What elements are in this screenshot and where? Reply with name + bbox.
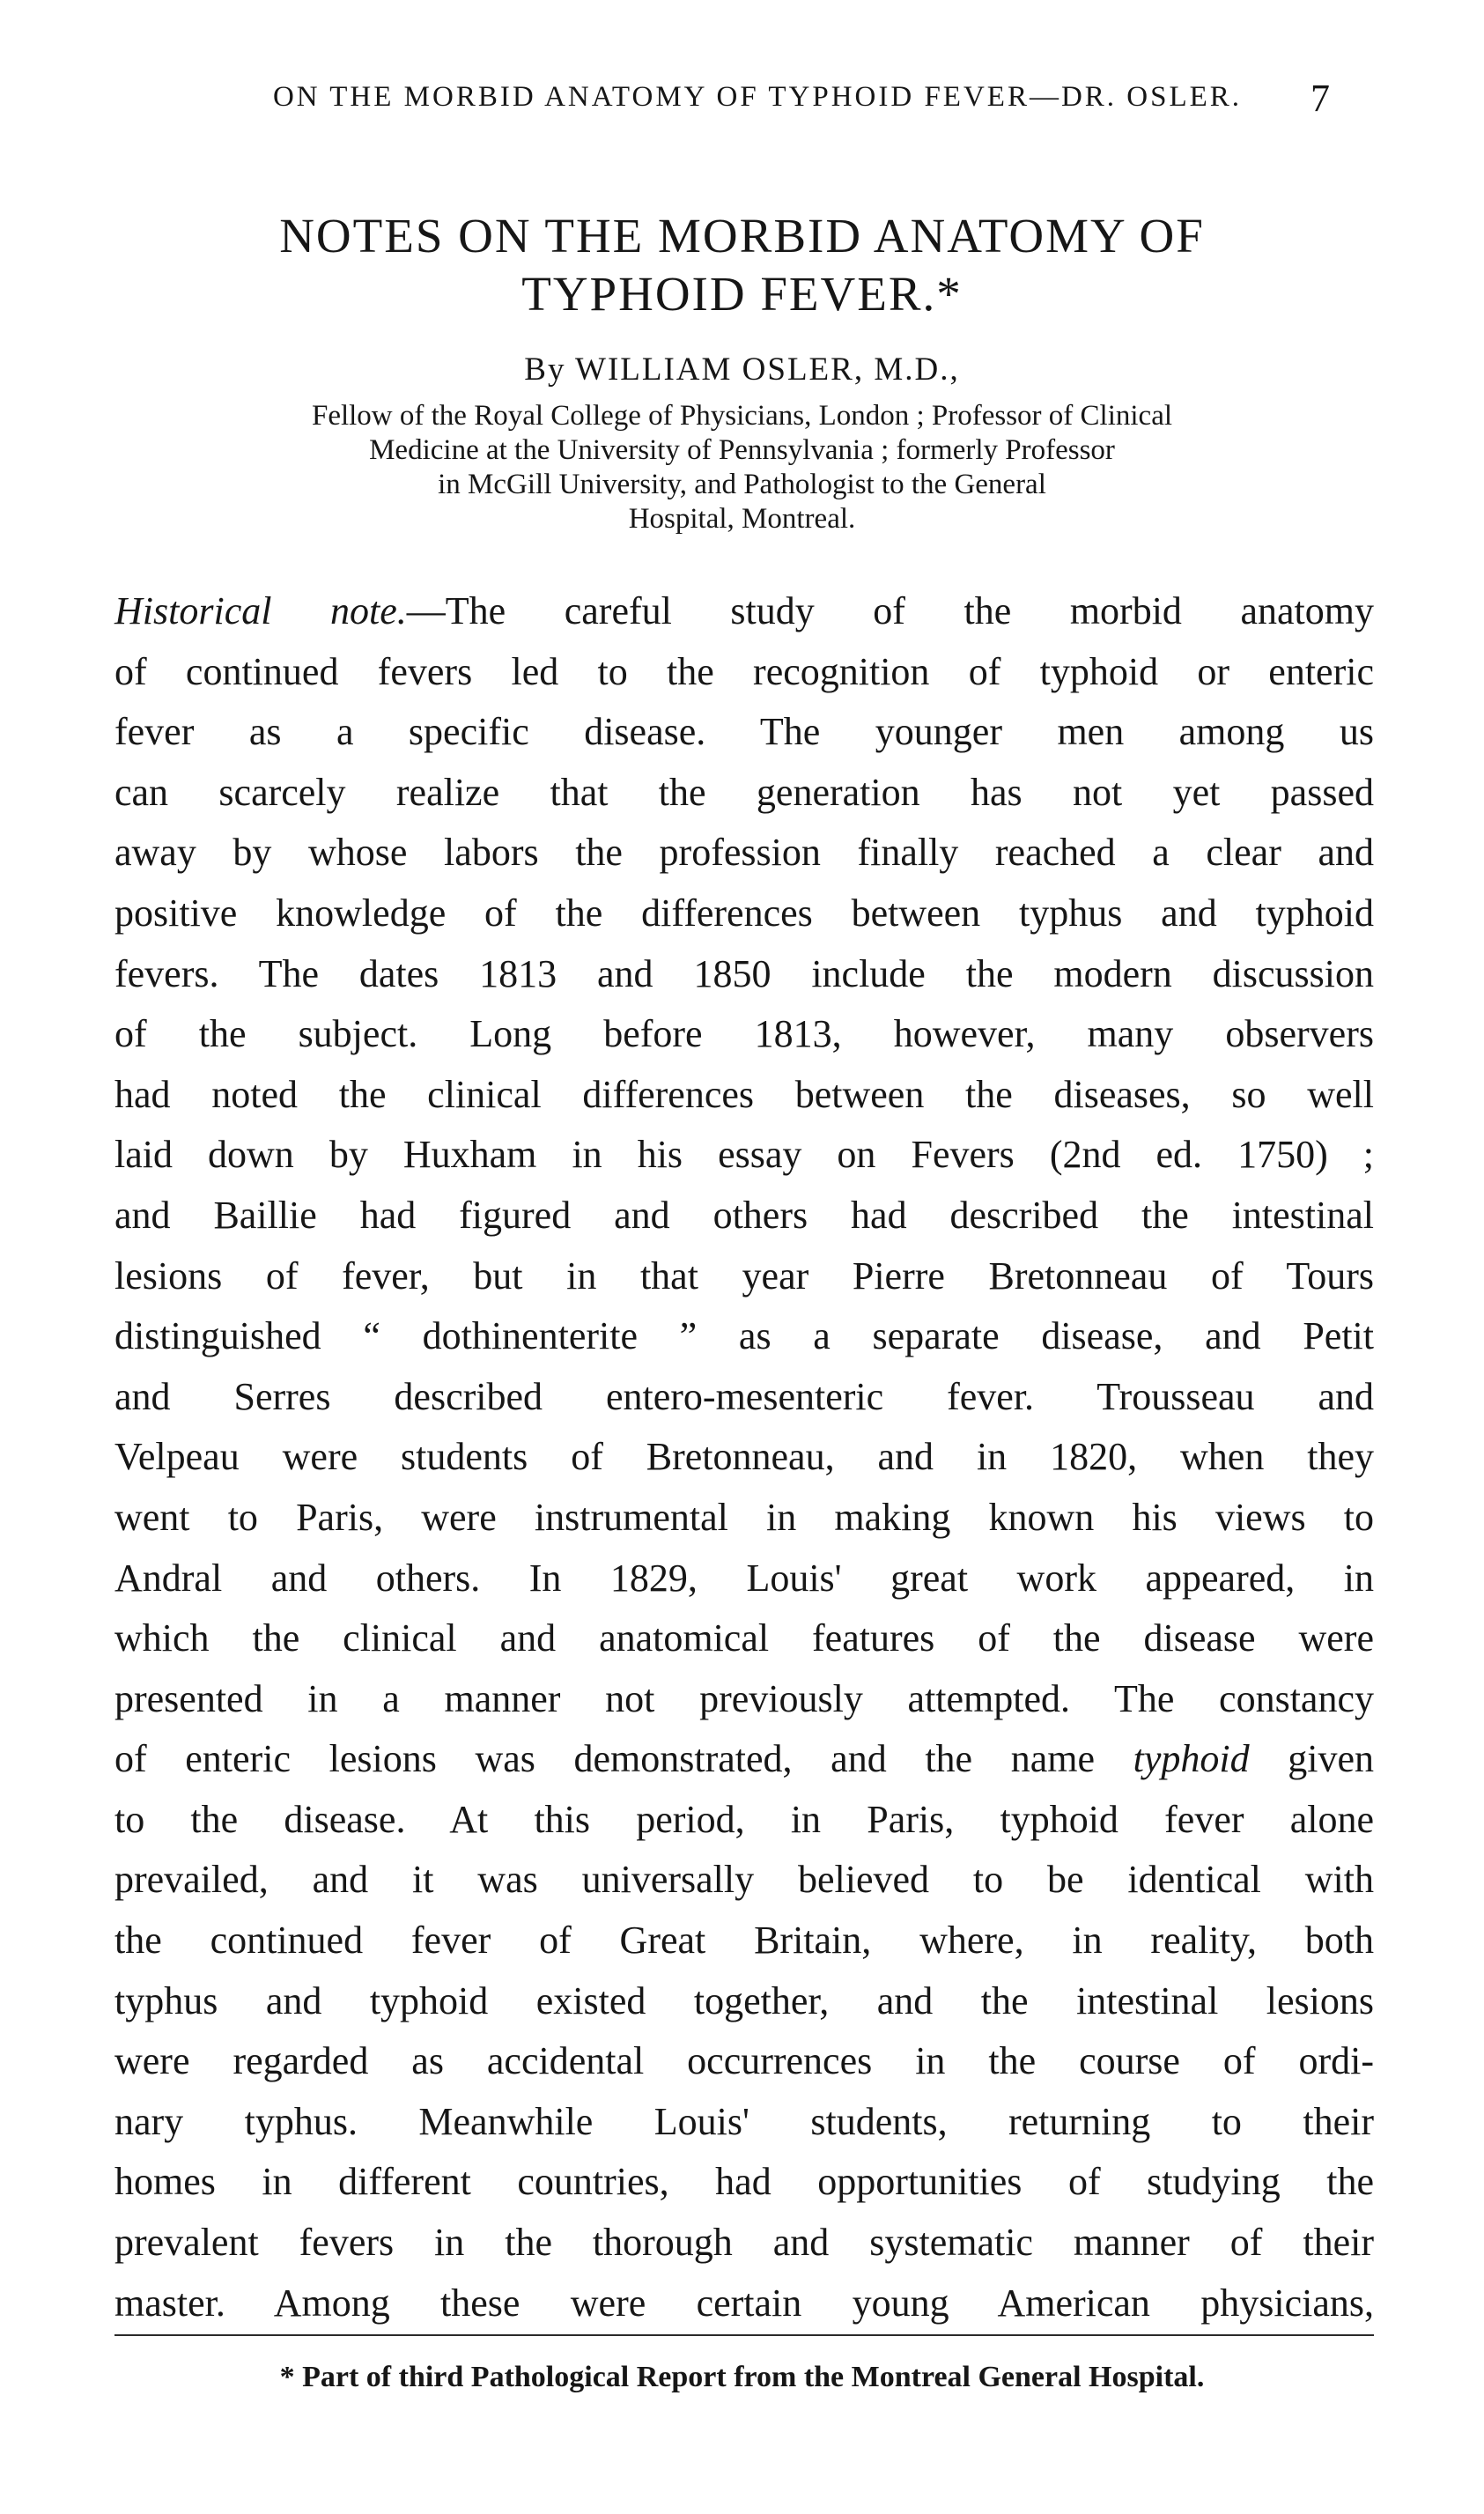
- body-line: presented in a manner not previously attempted. The constancy: [114, 1676, 1374, 1720]
- affiliation-line: Hospital, Montreal.: [628, 503, 856, 535]
- body-line: away by whose labors the profession finally reached a clear and: [114, 831, 1374, 875]
- title-line-1: NOTES ON THE MORBID ANATOMY OF: [279, 209, 1205, 262]
- body-line: went to Paris, were instrumental in making known his views to: [114, 1495, 1374, 1539]
- article-title: [88, 207, 1396, 323]
- body-line-text: given: [1249, 1737, 1374, 1781]
- typhoid-term: typhoid: [1133, 1737, 1250, 1781]
- body-line: [114, 1729, 1374, 1790]
- body-line: typhus and typhoid existed together, and the intestinal lesions: [114, 1978, 1374, 2022]
- body-line: which the clinical and anatomical features of the disease were: [114, 1616, 1374, 1660]
- body-line: prevalent fevers in the thorough and systematic manner of their: [114, 2221, 1374, 2265]
- body-line: prevailed, and it was universally believed to be identical with: [114, 1858, 1374, 1902]
- body-line: distinguished “ dothinenterite ” as a separate disease, and Petit: [114, 1314, 1374, 1358]
- body-line: positive knowledge of the differences between typhus and typhoid: [114, 891, 1374, 935]
- historical-note-heading: Historical note.: [114, 589, 407, 632]
- affiliation-line: Medicine at the University of Pennsylvania ; formerly Professor: [369, 434, 1115, 466]
- body-line: nary typhus. Meanwhile Louis' students, returning to their: [114, 2099, 1374, 2143]
- body-line: master. Among these were certain young American physicians,: [114, 2281, 1374, 2325]
- affiliation-line: Fellow of the Royal College of Physicians, London ; Professor of Clinical: [311, 400, 1173, 432]
- affiliation-line: in McGill University, and Pathologist to the General: [438, 469, 1046, 500]
- body-line: of the subject. Long before 1813, however, many observers: [114, 1012, 1374, 1056]
- body-line-text: —The careful study of the morbid anatomy: [406, 589, 1375, 632]
- body-line: and Baillie had figured and others had described the intestinal: [114, 1193, 1374, 1237]
- page-number: 7: [1310, 77, 1330, 120]
- body-line: Velpeau were students of Bretonneau, and in 1820, when they: [114, 1435, 1374, 1479]
- body-line: [114, 581, 1374, 642]
- body-line-text: of enteric lesions was demonstrated, and the name: [114, 1737, 1133, 1781]
- body-line: homes in different countries, had opportunities of studying the: [114, 2160, 1374, 2204]
- body-line: to the disease. At this period, in Paris, typhoid fever alone: [114, 1797, 1374, 1841]
- body-line: and Serres described entero-mesenteric fever. Trousseau and: [114, 1374, 1374, 1418]
- body-line: can scarcely realize that the generation has not yet passed: [114, 770, 1374, 814]
- body-line: Andral and others. In 1829, Louis' great work appeared, in: [114, 1556, 1374, 1600]
- body-line: laid down by Huxham in his essay on Fevers (2nd ed. 1750) ;: [114, 1133, 1374, 1177]
- author-byline: By WILLIAM OSLER, M.D.,: [524, 351, 960, 388]
- body-text: [114, 581, 1374, 2333]
- body-line: had noted the clinical differences between the diseases, so well: [114, 1072, 1374, 1116]
- body-line: fever as a specific disease. The younger men among us: [114, 710, 1374, 754]
- running-head: ON THE MORBID ANATOMY OF TYPHOID FEVER—DR. OSLER.: [272, 81, 1243, 113]
- title-line-2: TYPHOID FEVER.*: [521, 267, 963, 321]
- body-line: lesions of fever, but in that year Pierre Bretonneau of Tours: [114, 1253, 1374, 1298]
- body-line: of continued fevers led to the recognition of typhoid or enteric: [114, 649, 1374, 693]
- footnote: * Part of third Pathological Report from the Montreal General Hospital.: [279, 2361, 1205, 2393]
- body-line: were regarded as accidental occurrences in the course of ordi-: [114, 2039, 1374, 2083]
- footnote-divider: [114, 2334, 1374, 2336]
- body-line: fevers. The dates 1813 and 1850 include the modern discussion: [114, 951, 1374, 995]
- author-affiliation: [88, 399, 1396, 536]
- body-line: the continued fever of Great Britain, where, in reality, both: [114, 1919, 1374, 1963]
